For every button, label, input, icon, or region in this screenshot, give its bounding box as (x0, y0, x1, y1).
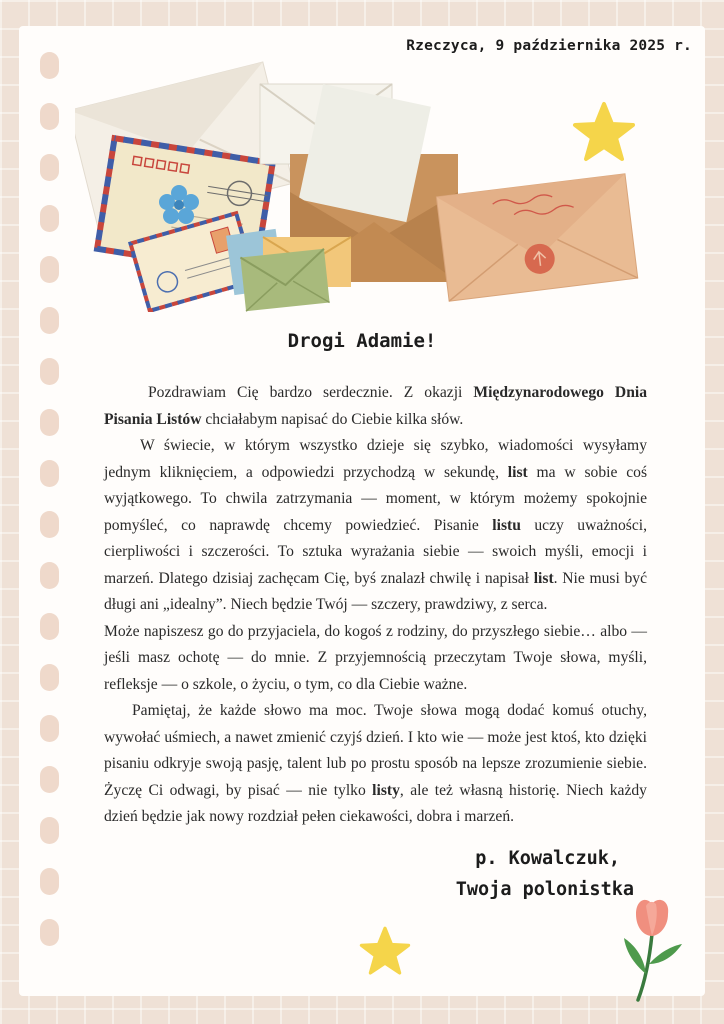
letter-paragraph: Pamiętaj, że każde słowo ma moc. Twoje słowa mogą dodać komuś otuchy, wywołać uśmiech, a nawet zmienić czyjś dzień. I kto wie — może jest ktoś, kto dzięki pisaniu odkryje swoją pasję, talent lub po prostu sposób na lepsze zrozumienie siebie. Życzę Ci odwagi, by pisać — nie tylko listy, ale też własną historię. Niech każdy dzień będzie jak nowy rozdział pełen ciekawości, dobra i marzeń. (104, 702, 647, 825)
binder-hole (40, 52, 59, 79)
binder-hole (40, 256, 59, 283)
letter-greeting: Drogi Adamie! (287, 330, 437, 352)
binder-hole (40, 205, 59, 232)
letter-body (104, 380, 647, 831)
binder-hole (40, 715, 59, 742)
letter-paragraph: Pozdrawiam Cię bardzo serdecznie. Z okazji Międzynarodowego Dnia Pisania Listów chciałabym napisać do Ciebie kilka słów. (104, 384, 647, 428)
letter-paragraph: W świecie, w którym wszystko dzieje się szybko, wiadomości wysyłamy jednym kliknięciem, a odpowiedzi przychodzą w sekundę, list ma w sobie coś wyjątkowego. To chwila zatrzymania — moment, w którym możemy spokojnie pomyśleć, co naprawdę chcemy powiedzieć. Pisanie listu uczy uważności, cierpliwości i szczerości. To sztuka wyrażania siebie — swoich myśli, emocji i marzeń. Dlatego dzisiaj zachęcam Cię, byś znalazł chwilę i napisał list. Nie musi być długi ani „idealny”. Niech będzie Twój — szczery, prawdziwy, z serca. (104, 437, 648, 613)
envelopes-illustration (75, 42, 655, 312)
binder-hole (40, 562, 59, 589)
signature (456, 843, 634, 905)
binder-hole (40, 409, 59, 436)
star-icon (359, 925, 411, 977)
binder-hole (40, 868, 59, 895)
binder-hole (40, 460, 59, 487)
binder-hole (40, 154, 59, 181)
star-icon (572, 100, 636, 164)
binder-hole (40, 358, 59, 385)
binder-hole (40, 919, 59, 946)
binder-hole (40, 613, 59, 640)
signature-name: p. Kowalczuk, (475, 848, 620, 869)
binder-hole (40, 817, 59, 844)
binder-hole (40, 511, 59, 538)
binder-hole (40, 103, 59, 130)
signature-role: Twoja polonistka (455, 879, 634, 900)
letter-date: Rzeczyca, 9 października 2025 r. (406, 38, 692, 54)
tulip-icon (616, 894, 686, 1004)
letter-paragraph: Może napiszesz go do przyjaciela, do kogoś z rodziny, do przyszłego siebie… albo — jeśli masz ochotę — do mnie. Z przyjemnością przeczytam Twoje słowa, myśli, refleksje — o szkole, o życiu, o tym, co dla Ciebie ważne. (104, 622, 647, 693)
binder-hole (40, 664, 59, 691)
binder-hole (40, 766, 59, 793)
